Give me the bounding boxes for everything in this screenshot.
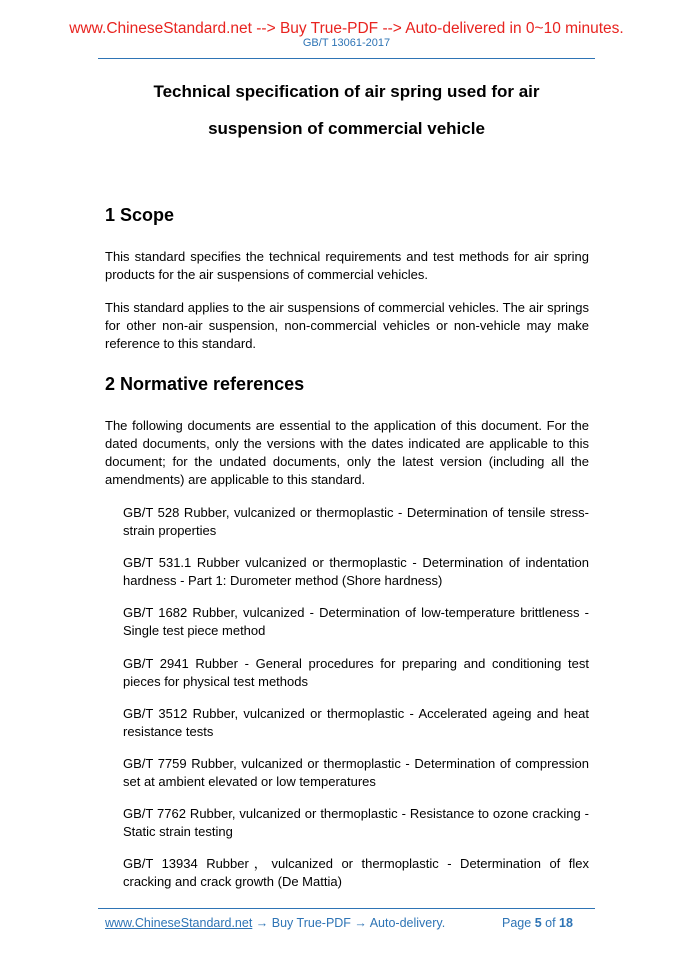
scope-paragraph: This standard specifies the technical requirements and test methods for air spring products for the air suspensions of commercial vehicles. [105, 249, 589, 282]
footer-promo [105, 916, 445, 930]
document-title-line-1: Technical specification of air spring used for air [153, 82, 540, 101]
reference-item: GB/T 2941 Rubber - General procedures for preparing and conditioning test pieces for physical test methods [123, 656, 589, 689]
reference-item: GB/T 3512 Rubber, vulcanized or thermoplastic - Accelerated ageing and heat resistance tests [123, 706, 589, 739]
footer-promo-text: → Buy True-PDF → Auto-delivery. [252, 916, 446, 930]
total-pages-number: 18 [559, 916, 573, 930]
current-page-number: 5 [534, 916, 542, 930]
reference-item: GB/T 7759 Rubber, vulcanized or thermoplastic - Determination of compression set at ambient elevated or low temperatures [123, 756, 589, 789]
of-label: of [545, 916, 556, 930]
footer-rule [98, 908, 595, 909]
header-rule [98, 58, 595, 59]
references-intro-paragraph: The following documents are essential to the application of this document. For the dated documents, only the versions with the dates indicated are applicable to this document; for the undated documents, only the latest version (including all the amendments) are applicable to this standard. [105, 418, 589, 487]
document-id: GB/T 13061-2017 [302, 37, 391, 49]
reference-item: GB/T 1682 Rubber, vulcanized - Determination of low-temperature brittleness - Single test piece method [123, 605, 589, 638]
scope-paragraph: This standard applies to the air suspensions of commercial vehicles. The air springs for other non-air suspension, non-commercial vehicles or non-vehicle may make reference to this standard. [105, 300, 589, 351]
section-heading-scope: 1 Scope [105, 205, 175, 225]
section-heading-normative-references: 2 Normative references [105, 374, 305, 394]
page-label: Page [502, 916, 532, 930]
page-indicator [502, 916, 573, 930]
reference-item: GB/T 531.1 Rubber vulcanized or thermoplastic - Determination of indentation hardness - Part 1: Durometer method (Shore hardness) [123, 555, 589, 588]
footer-site-link[interactable]: www.ChineseStandard.net [105, 916, 253, 930]
reference-item: GB/T 7762 Rubber, vulcanized or thermoplastic - Resistance to ozone cracking - Static strain testing [123, 806, 589, 839]
reference-item: GB/T 13934 Rubber，vulcanized or thermoplastic - Determination of flex cracking and crack growth (De Mattia) [123, 856, 589, 889]
promo-banner[interactable]: www.ChineseStandard.net --> Buy True-PDF --> Auto-delivered in 0~10 minutes. [69, 20, 624, 37]
document-title-line-2: suspension of commercial vehicle [208, 119, 485, 138]
reference-item: GB/T 528 Rubber, vulcanized or thermoplastic - Determination of tensile stress-strain properties [123, 505, 589, 538]
